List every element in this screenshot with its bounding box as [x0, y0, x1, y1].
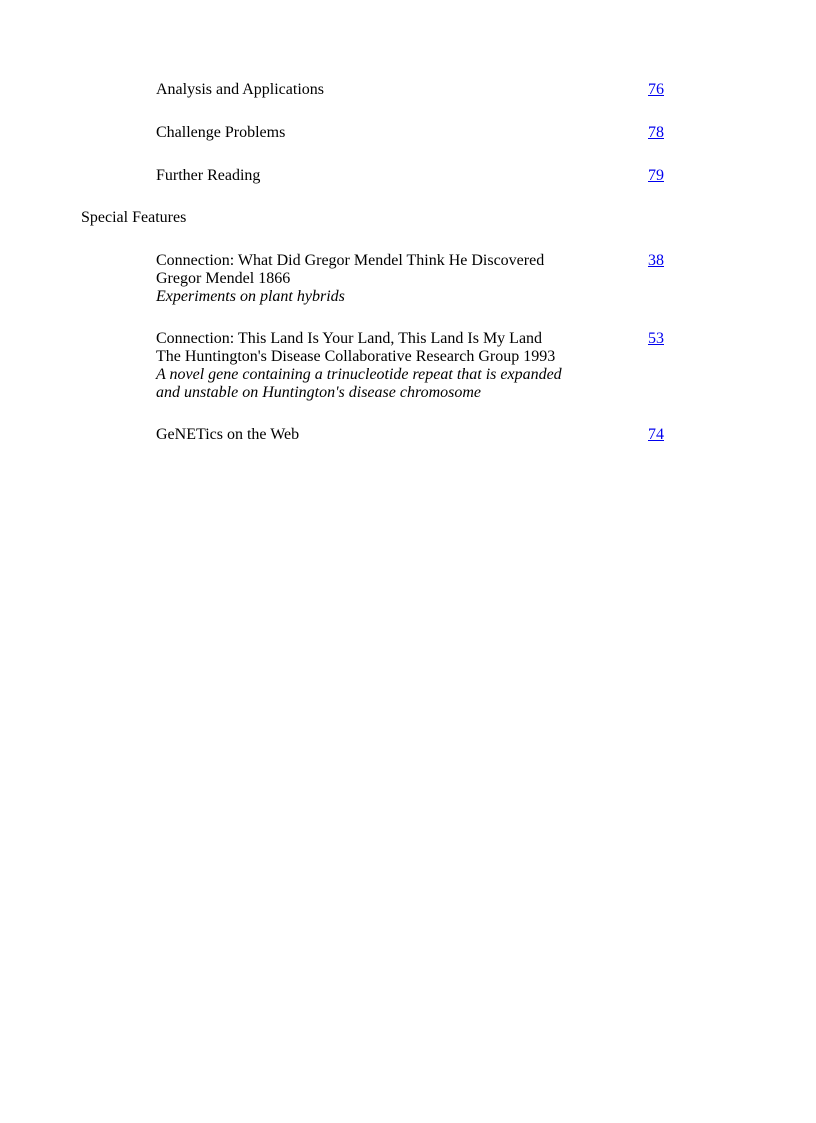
toc-item-title: Analysis and Applications	[156, 81, 324, 98]
toc-item-title: Challenge Problems	[156, 124, 286, 141]
toc-item-work-line2: and unstable on Huntington's disease chromosome	[156, 384, 482, 401]
page-link[interactable]: 38	[648, 252, 664, 269]
toc-item-author: The Huntington's Disease Collaborative Research Group 1993	[156, 348, 556, 365]
toc-item-challenge	[156, 124, 664, 142]
toc-item-title: Connection: This Land Is Your Land, This Land Is My Land	[156, 330, 543, 347]
toc-item-land-connection	[156, 330, 664, 402]
toc-item-work: Experiments on plant hybrids	[156, 288, 345, 305]
toc-item-title: Further Reading	[156, 167, 261, 184]
page-link[interactable]: 78	[648, 124, 664, 141]
page-link[interactable]: 76	[648, 81, 664, 98]
section-heading-special-features: Special Features	[81, 209, 187, 226]
toc-item-work-line1: A novel gene containing a trinucleotide repeat that is expanded	[156, 366, 562, 383]
toc-item-author: Gregor Mendel 1866	[156, 270, 291, 287]
toc-item-analysis	[156, 81, 664, 99]
toc-item-further-reading	[156, 167, 664, 185]
toc-item-title: Connection: What Did Gregor Mendel Think He Discovered	[156, 252, 545, 269]
page-link[interactable]: 74	[648, 426, 664, 443]
toc-item-mendel-connection	[156, 252, 664, 306]
page-link[interactable]: 53	[648, 330, 664, 347]
toc-item-title: GeNETics on the Web	[156, 426, 300, 443]
toc-item-genetics-web	[156, 426, 664, 444]
page-link[interactable]: 79	[648, 167, 664, 184]
